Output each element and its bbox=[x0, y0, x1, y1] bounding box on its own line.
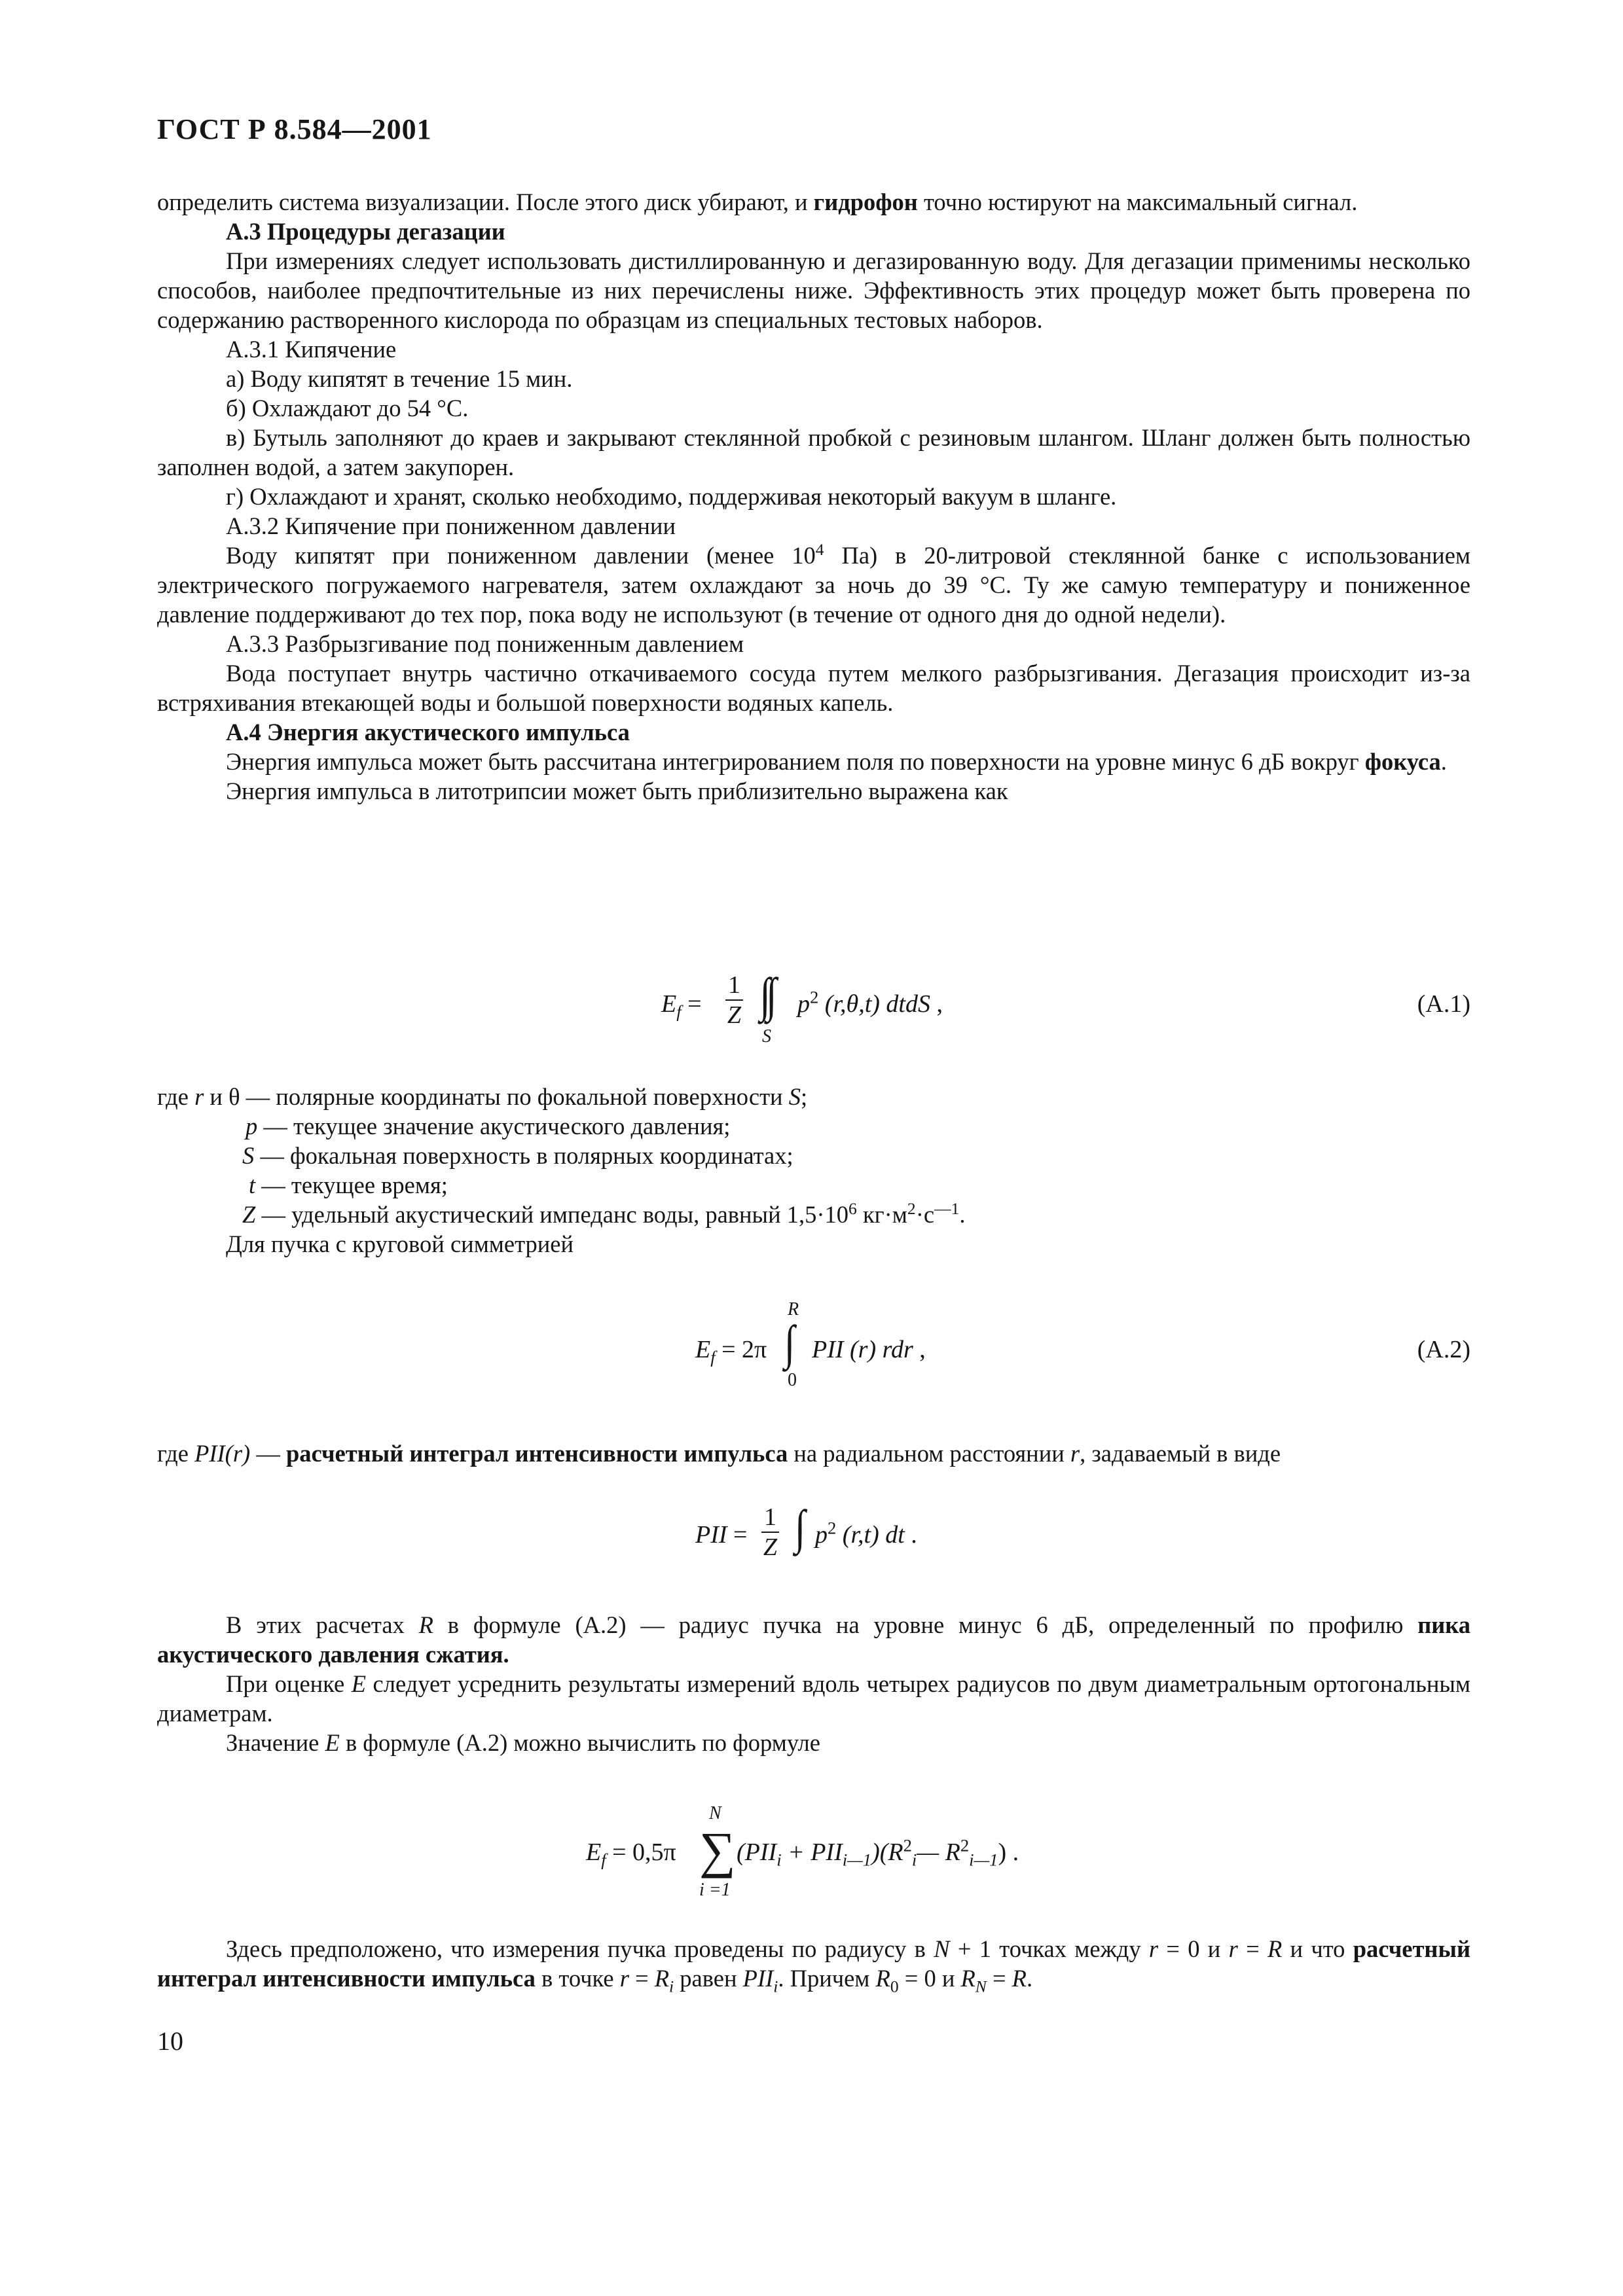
section-a3-title: А.3 Процедуры дегазации bbox=[226, 218, 505, 245]
formula-a1-limit: S bbox=[762, 1026, 771, 1047]
equation-number-a1: (А.1) bbox=[1417, 990, 1470, 1018]
section-a31-title: А.3.1 Кипячение bbox=[226, 336, 397, 363]
legend-where-r-theta: где r и θ — полярные координаты по фокальной поверхности S; bbox=[157, 1083, 808, 1110]
formula-a1-body: $p^2$ (r,θ,t) dtdS , bbox=[797, 987, 943, 1018]
paragraph-visualization: определить система визуализации. После этого диск убирают, и гидрофон точно юстируют на максимальный сигнал. bbox=[157, 188, 1358, 215]
legend-p: p — текущее значение акустического давления; bbox=[246, 1113, 731, 1139]
formula-sum-body: ($PII_i$ + $PII_{i—1})(R^2_i—$ $R^2_{i—1}$) . bbox=[737, 1835, 1019, 1870]
page-number: 10 bbox=[157, 2026, 183, 2056]
text-block-final bbox=[157, 1934, 1470, 1996]
formula-a2-lower: 0 bbox=[788, 1370, 797, 1390]
paragraph-a32: Воду кипятят при пониженном давлении (менее $10^4$ Па) в 20-литровой стеклянной банке с использованием электрического погружаемого нагревателя, затем охлаждают за ночь до 39 °С. Ту же самую температуру и пониженное давление поддерживают до тех пор, пока воду не используют (в течение от одного дня до одной недели). bbox=[157, 539, 1470, 628]
list-item-a: а) Воду кипятят в течение 15 мин. bbox=[226, 365, 573, 392]
paragraph-value: Значение E в формуле (А.2) можно вычислить по формуле bbox=[226, 1729, 820, 1756]
list-item-c: в) Бутыль заполняют до краев и закрывают стеклянной пробкой с резиновым шлангом. Шланг должен быть полностью заполнен водой, а затем закупорен. bbox=[157, 424, 1470, 480]
section-a32-title: А.3.2 Кипячение при пониженном давлении bbox=[226, 512, 676, 539]
paragraph-pii-definition: где PII(r) — расчетный интеграл интенсивности импульса на радиальном расстоянии r, задаваемый в виде bbox=[157, 1440, 1281, 1467]
formula-a1-fraction: $\frac{1}{Z}$ bbox=[725, 971, 743, 1030]
formula-pii-fraction: $\frac{1}{Z}$ bbox=[761, 1503, 779, 1562]
formula-pii-body: $p^2$ (r,t) dt . bbox=[815, 1518, 917, 1549]
text-block-middle bbox=[157, 1610, 1470, 1757]
text-block-top bbox=[157, 187, 1470, 806]
document-code: ГОСТ Р 8.584—2001 bbox=[157, 113, 432, 145]
integral-sign: ∫∫ bbox=[759, 969, 773, 1022]
section-a33-title: А.3.3 Разбрызгивание под пониженным давлением bbox=[226, 630, 744, 657]
paragraph-final: Здесь предположено, что измерения пучка проведены по радиусу в N + 1 точках между r = 0 и r = R и что расчетный интеграл интенсивности импульса в точке $r = R_i$ равен $PII_i$. Причем $R_0 = 0$ и $R_N = R$. bbox=[157, 1935, 1470, 1996]
formula-a2-body: PII (r) rdr , bbox=[812, 1336, 926, 1363]
paragraph-a4-1: Энергия импульса может быть рассчитана интегрированием поля по поверхности на уровне минус 6 дБ вокруг фокуса. bbox=[226, 748, 1447, 775]
formula-sum-lower: i =1 bbox=[699, 1880, 731, 1900]
legend-S: S — фокальная поверхность в полярных координатах; bbox=[242, 1142, 793, 1169]
formula-a1-lhs: $E_f$ = bbox=[661, 990, 702, 1022]
integral-sign: ∫ bbox=[784, 1316, 795, 1370]
list-item-d: г) Охлаждают и хранят, сколько необходимо, поддерживая некоторый вакуум в шланге. bbox=[226, 483, 1117, 510]
formula-sum-upper: N bbox=[709, 1803, 721, 1823]
sum-sign: ∑ bbox=[699, 1821, 736, 1878]
formula-pii-lhs: PII = bbox=[695, 1521, 748, 1549]
integral-sign: ∫ bbox=[795, 1501, 806, 1554]
legend-t: t — текущее время; bbox=[249, 1172, 448, 1198]
paragraph-estimate: При оценке E следует усреднить результаты измерений вдоль четырех радиусов по двум диаметральным ортогональным диаметрам. bbox=[157, 1670, 1470, 1727]
equation-number-a2: (А.2) bbox=[1417, 1336, 1470, 1363]
paragraph-a3: При измерениях следует использовать дистиллированную и дегазированную воду. Для дегазации применимы несколько способов, наиболее предпочтительные из них перечислены ниже. Эффективность этих процедур может быть проверена по содержанию растворенного кислорода по образцам из специальных тестовых наборов. bbox=[157, 247, 1470, 333]
formula-sum-lhs: $E_f = 0,5\pi$ bbox=[586, 1839, 676, 1870]
list-item-b: б) Охлаждают до 54 °С. bbox=[226, 395, 469, 422]
legend-Z: Z — удельный акустический импеданс воды, равный $1,5\cdot 10^6$ $кг\cdot м^2\cdot с^{—1}$. bbox=[242, 1198, 966, 1228]
paragraph-circular-symmetry: Для пучка с круговой симметрией bbox=[226, 1230, 574, 1257]
formula-a2-lhs: $E_f = 2\pi$ bbox=[695, 1336, 767, 1367]
paragraph-radius: В этих расчетах R в формуле (А.2) — радиус пучка на уровне минус 6 дБ, определенный по профилю пика акустического давления сжатия. bbox=[157, 1611, 1471, 1668]
legend-block bbox=[157, 1082, 966, 1259]
section-a4-title: А.4 Энергия акустического импульса bbox=[226, 719, 630, 745]
formula-a2-upper: R bbox=[788, 1299, 799, 1319]
paragraph-a33: Вода поступает внутрь частично откачиваемого сосуда путем мелкого разбрызгивания. Дегазация происходит из-за встряхивания втекающей воды и большой поверхности водяных капель. bbox=[157, 660, 1470, 716]
paragraph-a4-2: Энергия импульса в литотрипсии может быть приблизительно выражена как bbox=[226, 778, 1008, 804]
